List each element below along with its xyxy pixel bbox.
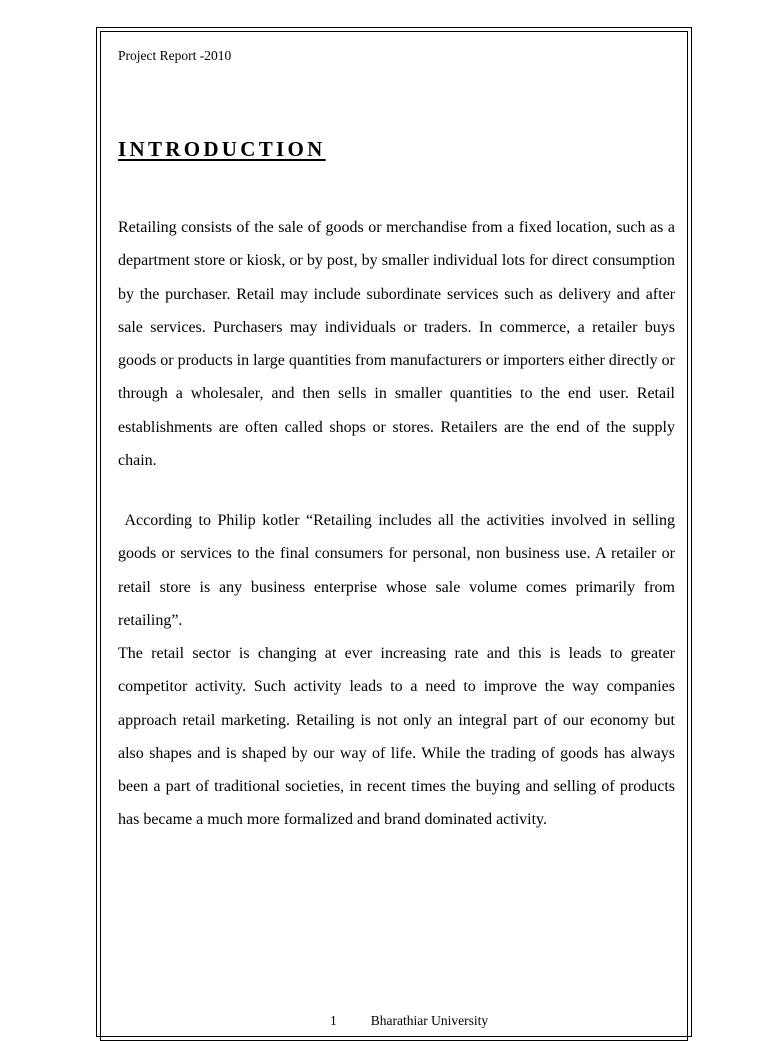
paragraph-retail-sector: The retail sector is changing at ever increasing rate and this is leads to greater competitor activity. Such activity leads to a need to improve the way companies approach retail marketing. Retailing is not only an integral part of our economy but also shapes and is shaped by our way of life. While the trading of goods has always been a part of traditional societies, in recent times the buying and selling of products has became a much more formalized and brand dominated activity.: [118, 645, 675, 829]
running-header: Project Report -2010: [118, 48, 232, 63]
footer-institution: Bharathiar University: [370, 1013, 489, 1028]
running-footer: [330, 1012, 488, 1030]
section-title: INTRODUCTION: [118, 137, 326, 161]
paragraph-retailing-definition: Retailing consists of the sale of goods or merchandise from a fixed location, such as a department store or kiosk, or by post, by smaller individual lots for direct consumption by the purchaser. Retail may include subordinate services such as delivery and after sale services. Purchasers may individuals or traders. In commerce, a retailer buys goods or products in large quantities from manufacturers or importers either directly or through a wholesaler, and then sells in smaller quantities to the end user. Retail establishments are often called shops or stores. Retailers are the end of the supply chain.: [118, 219, 675, 470]
page-number: 1: [330, 1013, 337, 1028]
paragraph-kotler-quote: According to Philip kotler “Retailing includes all the activities involved in selling goods or services to the final consumers for personal, non business use. A retailer or retail store is any business enterprise whose sale volume comes primarily from retailing”.: [118, 512, 675, 629]
